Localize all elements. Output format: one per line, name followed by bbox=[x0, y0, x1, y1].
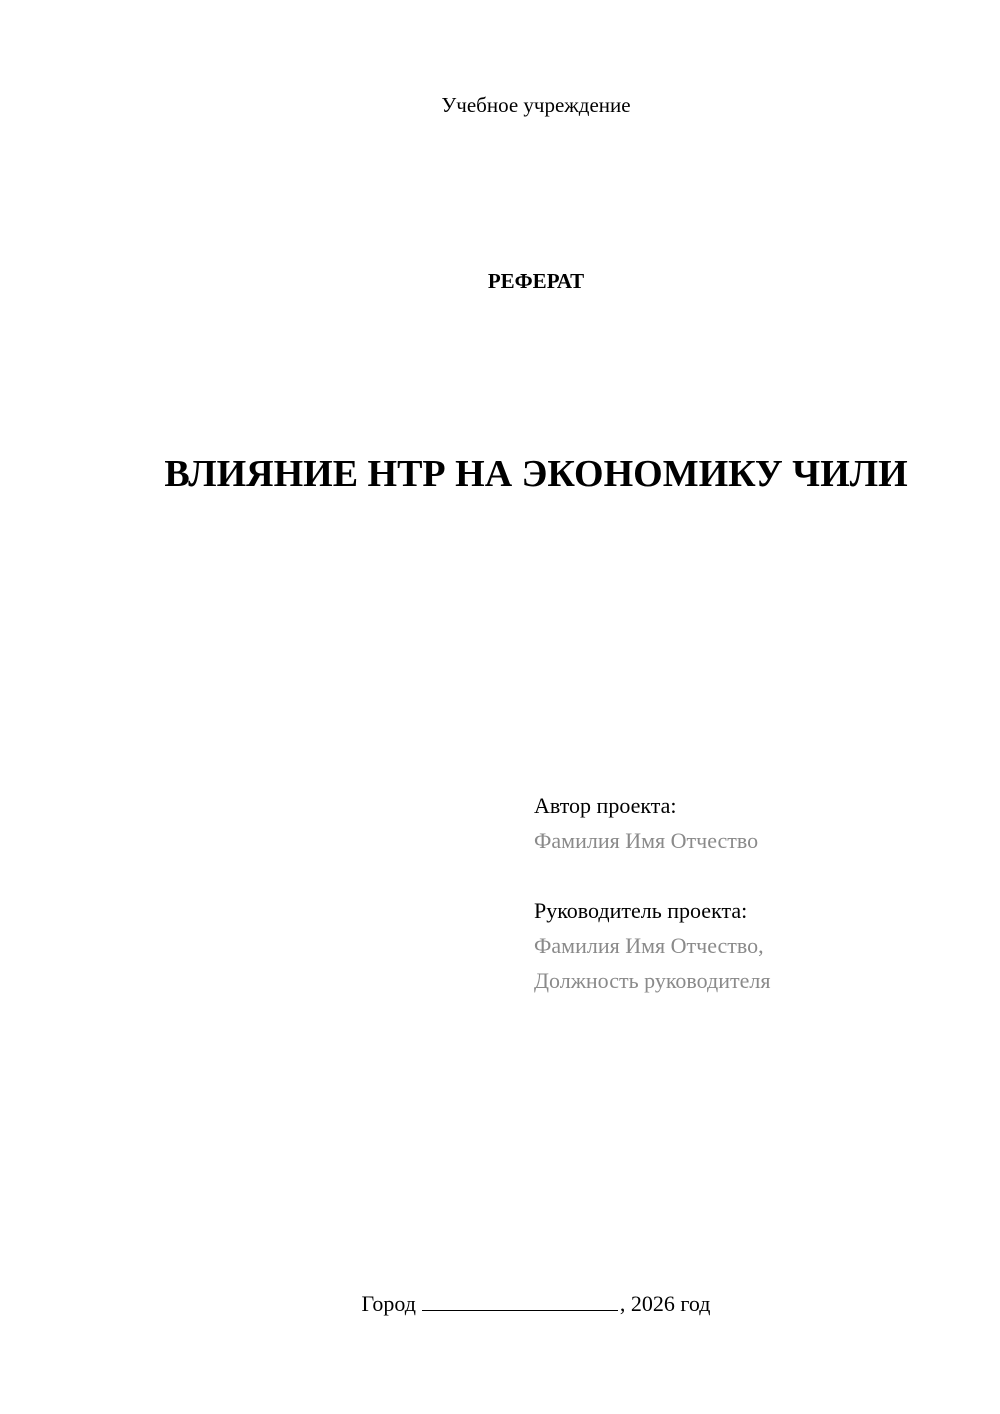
city-label: Город bbox=[361, 1291, 416, 1316]
spacer bbox=[534, 858, 770, 893]
supervisor-label: Руководитель проекта: bbox=[534, 898, 748, 923]
year-text: , 2026 год bbox=[619, 1291, 711, 1316]
author-name-placeholder: Фамилия Имя Отчество bbox=[534, 828, 759, 853]
author-label: Автор проекта: bbox=[534, 793, 677, 818]
supervisor-name-placeholder: Фамилия Имя Отчество, bbox=[534, 933, 764, 958]
supervisor-position-placeholder: Должность руководителя bbox=[534, 968, 771, 993]
document-title: ВЛИЯНИЕ НТР НА ЭКОНОМИКУ ЧИЛИ bbox=[164, 453, 908, 495]
project-info-block bbox=[534, 788, 770, 998]
city-year-line bbox=[0, 1290, 1000, 1318]
city-blank-line bbox=[422, 1290, 618, 1311]
document-type: РЕФЕРАТ bbox=[487, 269, 585, 293]
institution-name: Учебное учреждение bbox=[441, 93, 631, 117]
